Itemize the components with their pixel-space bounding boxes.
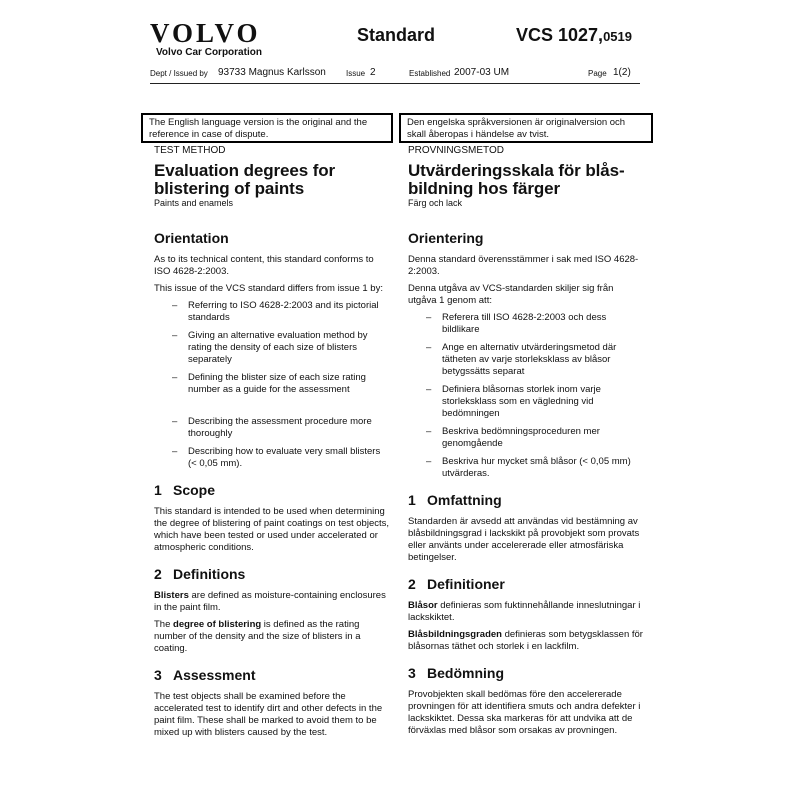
document-number [516, 25, 632, 46]
term: Blåsbildningsgraden [408, 629, 502, 640]
term: Blisters [154, 590, 189, 601]
orientation-heading: Orientering [408, 230, 484, 246]
definitions-heading [408, 576, 643, 592]
list-item-text: Referera till ISO 4628-2:2003 och dess bildlikare [442, 312, 607, 335]
section-number: 2 [154, 566, 162, 582]
section-number: 3 [408, 665, 416, 681]
list-item: – Giving an alternative evaluation method by rating the density of each size of blisters separately [172, 330, 368, 365]
list-item: – Describing how to evaluate very small blisters (< 0,05 mm). [172, 446, 381, 469]
section-title: Assessment [173, 667, 256, 683]
scope-paragraph: This standard is intended to be used when determining the degree of blistering of paint coatings on test objects, which have been tested or used under accelerated or atmospheric conditions. [154, 506, 390, 553]
volvo-logo: VOLVO [150, 18, 261, 48]
document-title: Utvärderingsskala för blåsbildning hos färger [408, 161, 625, 198]
definition-text: is defined as the rating number of the density and the size of blisters in a coating. [154, 619, 361, 654]
orientation-paragraph: Denna utgåva av VCS-standarden skiljer sig från utgåva 1 genom att: [408, 283, 614, 306]
issue-label: Issue [346, 69, 366, 78]
list-item-text: Describing how to evaluate very small blisters (< 0,05 mm). [188, 446, 381, 469]
list-item-text: Describing the assessment procedure more thoroughly [188, 416, 372, 439]
list-item-text: Defining the blister size of each size rating number as a guide for the assessment [188, 372, 366, 395]
section-number: 2 [408, 576, 416, 592]
definition-degree [154, 619, 389, 655]
differences-list [408, 312, 643, 480]
list-item: – Beskriva hur mycket små blåsor (< 0,05 mm) utvärderas. [426, 456, 631, 479]
definition-text: are defined as moisture-containing enclosures in the paint film. [154, 590, 386, 613]
test-method-label: PROVNINGSMETOD [408, 145, 504, 156]
definition-prefix: The [154, 619, 174, 630]
term: Blåsor [408, 600, 438, 611]
list-item-text: Referring to ISO 4628-2:2003 and its pictorial standards [188, 300, 379, 323]
list-item-text: Definiera blåsornas storlek inom varje storleksklass som en vägledning vid bedömningen [442, 384, 601, 419]
list-item: – Referera till ISO 4628-2:2003 och dess bildlikare [426, 312, 607, 335]
list-item-text: Giving an alternative evaluation method by rating the density of each size of blisters separately [188, 330, 368, 365]
section-number: 1 [408, 492, 416, 508]
swedish-language-note: Den engelska språkversionen är originalversion och skall åberopas i händelse av tvist. [399, 113, 653, 143]
assessment-paragraph: The test objects shall be examined before the accelerated test to identify dirt and other defects in the paint film. These shall be marked to avoid them to be mixed up with blisters caused by the test. [154, 691, 383, 738]
list-item: – Referring to ISO 4628-2:2003 and its pictorial standards [172, 300, 379, 323]
definition-blisters [154, 590, 389, 614]
english-column [154, 145, 389, 744]
section-title: Omfattning [427, 492, 502, 508]
list-item: – Defining the blister size of each size rating number as a guide for the assessment [172, 372, 366, 395]
list-item: – Describing the assessment procedure more thoroughly [172, 416, 372, 439]
english-language-note: The English language version is the original and the reference in case of dispute. [141, 113, 393, 143]
assessment-paragraph: Provobjekten skall bedömas före den accelererade provningen för att identifiera smuts och andra defekter i lackskiktet. Dessa ska markeras för att undvika att de förväxlas med blåsor som orsakas av provningen. [408, 689, 641, 736]
list-item: – Beskriva bedömningsproceduren mer genomgående [426, 426, 600, 449]
scope-heading [154, 482, 389, 498]
dept-value: 93733 Magnus Karlsson [218, 67, 326, 78]
document-subtitle: Paints and enamels [154, 198, 234, 208]
list-item-text: Beskriva hur mycket små blåsor (< 0,05 mm) utvärderas. [442, 456, 631, 479]
dept-label: Dept / Issued by [150, 69, 208, 78]
document-revision: 0519 [603, 29, 632, 44]
document-number-main: VCS 1027, [516, 25, 604, 45]
section-title: Scope [173, 482, 216, 498]
orientation-paragraph: This issue of the VCS standard differs from issue 1 by: [154, 283, 383, 294]
issue-value: 2 [370, 67, 376, 78]
section-number: 1 [154, 482, 162, 498]
definition-degree [408, 629, 643, 653]
document-subtitle: Färg och lack [408, 198, 463, 208]
swedish-column [408, 145, 643, 742]
differences-list [154, 300, 389, 470]
scope-paragraph: Standarden är avsedd att användas vid bestämning av blåsbildningsgrad i lackskikt på provobjekt som provats eller använts under accelererade eller atmosfäriska betingelser. [408, 516, 640, 563]
orientation-paragraph: Denna standard överensstämmer i sak med ISO 4628-2:2003. [408, 254, 639, 277]
corporation-name: Volvo Car Corporation [156, 47, 262, 58]
section-number: 3 [154, 667, 162, 683]
document-title: Evaluation degrees for blistering of paints [154, 161, 336, 198]
term: degree of blistering [173, 619, 262, 630]
section-title: Definitions [173, 566, 246, 582]
definition-blisters [408, 600, 643, 624]
page-label: Page [588, 69, 607, 78]
definitions-heading [154, 566, 389, 582]
list-item: – Definiera blåsornas storlek inom varje storleksklass som en vägledning vid bedömningen [426, 384, 601, 419]
orientation-paragraph: As to its technical content, this standard conforms to ISO 4628-2:2003. [154, 254, 374, 277]
assessment-heading [154, 667, 389, 683]
scope-heading [408, 492, 643, 508]
section-title: Definitioner [427, 576, 505, 592]
definition-text: definieras som betygsklassen för blåsornas täthet och storlek i en lackfilm. [408, 629, 643, 652]
page-value: 1(2) [613, 67, 631, 78]
document-type: Standard [357, 25, 436, 45]
section-title: Bedömning [427, 665, 504, 681]
assessment-heading [408, 665, 643, 681]
orientation-heading: Orientation [154, 230, 229, 246]
test-method-label: TEST METHOD [154, 145, 226, 156]
established-value: 2007-03 UM [454, 67, 510, 78]
header-divider [150, 83, 640, 84]
definition-text: definieras som fuktinnehållande inneslutningar i lackskiktet. [408, 600, 641, 623]
list-item: – Ange en alternativ utvärderingsmetod där tätheten av varje storleksklass av blåsor betygssätts separat [426, 342, 617, 377]
established-label: Established [409, 69, 451, 78]
list-item-text: Ange en alternativ utvärderingsmetod där tätheten av varje storleksklass av blåsor betygssätts separat [442, 342, 617, 377]
list-item-text: Beskriva bedömningsproceduren mer genomgående [442, 426, 600, 449]
